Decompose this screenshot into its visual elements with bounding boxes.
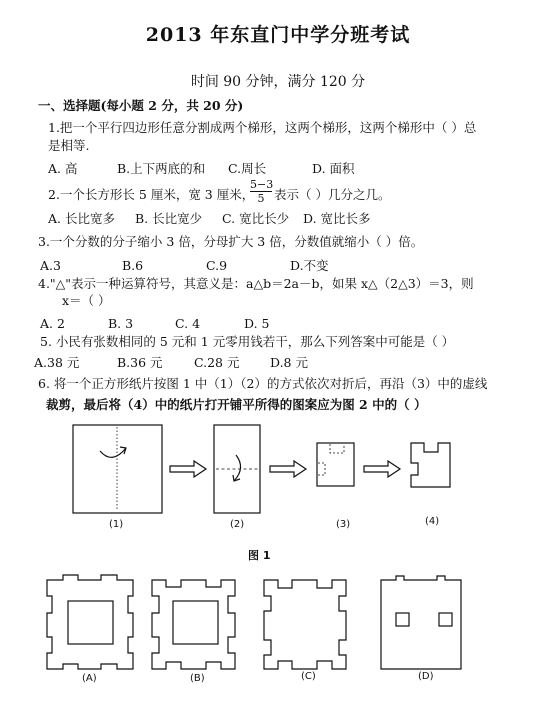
fig2-label-a: (A) — [82, 673, 97, 684]
fig1-label-4: (4) — [425, 516, 440, 527]
fig1-square — [73, 425, 162, 513]
fig1-cut-top — [330, 444, 344, 453]
fig1-caption: 图 1 — [248, 549, 271, 562]
fig2-option-b-outer — [152, 580, 235, 669]
fig2-option-d-hole-left — [396, 613, 409, 626]
fig2-label-d: (D) — [418, 671, 434, 682]
q3-option-c: C.9 — [206, 258, 228, 273]
q2-fraction-numerator: 5−3 — [250, 178, 274, 191]
q2-fraction-denominator: 5 — [257, 192, 265, 205]
q2-option-a: A. 长比宽多 — [48, 211, 115, 226]
q3-option-d: D.不变 — [290, 258, 329, 273]
q1-option-b: B.上下两底的和 — [117, 161, 206, 176]
q2-option-d: D. 宽比长多 — [303, 211, 371, 226]
q2-option-b: B. 长比宽少 — [135, 211, 203, 226]
fig1-label-2: (2) — [230, 519, 245, 530]
fig2-label-b: (B) — [190, 673, 205, 684]
fig1-cut-shape — [411, 443, 450, 487]
fig1-cut-left — [318, 463, 325, 475]
q6-text-cont: 裁剪，最后将（4）中的纸片打开铺平所得的图案应为图 2 中的（ ） — [46, 397, 427, 412]
fig2-option-d-outer — [381, 576, 461, 669]
q4-option-a: A. 2 — [40, 316, 65, 331]
fig1-arrow-right-2 — [270, 461, 306, 477]
q4-option-c: C. 4 — [175, 316, 201, 331]
exam-info: 时间 90 分钟，满分 120 分 — [190, 74, 366, 90]
q2-text: 2.一个长方形长 5 厘米，宽 3 厘米， — [48, 187, 255, 202]
q4-option-b: B. 3 — [108, 316, 134, 331]
section-heading: 一、选择题(每小题 2 分，共 20 分) — [38, 98, 244, 113]
fig2-option-d-hole-right — [439, 613, 452, 626]
q5-option-a: A.38 元 — [34, 355, 80, 370]
fig2-option-a-outer — [47, 575, 133, 669]
q4-text: 4."△"表示一种运算符号，其意义是：a△b＝2a－b，如果 x△（2△3）＝3，则 — [38, 276, 474, 291]
q3-option-a: A.3 — [40, 258, 61, 273]
fig1-rectangle — [214, 425, 260, 513]
q4-text-cont: x＝（ ） — [62, 293, 111, 308]
q3-text: 3.一个分数的分子缩小 3 倍，分母扩大 3 倍，分数值就缩小（ ）倍。 — [38, 234, 424, 249]
q5-option-c: C.28 元 — [194, 355, 240, 370]
q1-option-c: C.周长 — [228, 161, 267, 176]
fig1-label-3: (3) — [336, 519, 351, 530]
q1-text-cont: 是相等. — [48, 138, 90, 153]
fig1-arrow-2 — [234, 455, 241, 481]
fig1-arrow-right-3 — [364, 461, 400, 477]
fig1-label-1: (1) — [109, 519, 124, 530]
q5-text: 5. 小民有张数相同的 5 元和 1 元零用钱若干，那么下列答案中可能是（ ） — [40, 334, 455, 349]
page-title: 2013 年东直门中学分班考试 — [145, 24, 411, 46]
q2-text-after: 表示（ ）几分之几。 — [274, 187, 391, 202]
fig2-option-b-hole — [173, 601, 218, 644]
q5-option-b: B.36 元 — [117, 355, 163, 370]
q3-option-b: B.6 — [122, 258, 144, 273]
fig2-option-c-outer — [264, 580, 346, 669]
q1-text: 1.把一个平行四边形任意分割成两个梯形，这两个梯形，这两个梯形中（ ）总 — [48, 120, 477, 135]
q4-option-d: D. 5 — [244, 316, 270, 331]
q2-option-c: C. 宽比长少 — [222, 211, 290, 226]
q6-text: 6. 将一个正方形纸片按图 1 中（1）（2）的方式依次对折后，再沿（3）中的虚线 — [38, 376, 488, 391]
q1-option-d: D. 面积 — [312, 161, 355, 176]
fig1-arrow — [100, 448, 126, 457]
q1-option-a: A. 高 — [48, 161, 78, 176]
fig2-label-c: (C) — [301, 671, 316, 682]
fig2-option-a-hole — [68, 601, 113, 644]
fig1-small-square — [317, 443, 354, 486]
fig1-arrow-right — [170, 461, 206, 477]
q5-option-d: D.8 元 — [270, 355, 308, 370]
